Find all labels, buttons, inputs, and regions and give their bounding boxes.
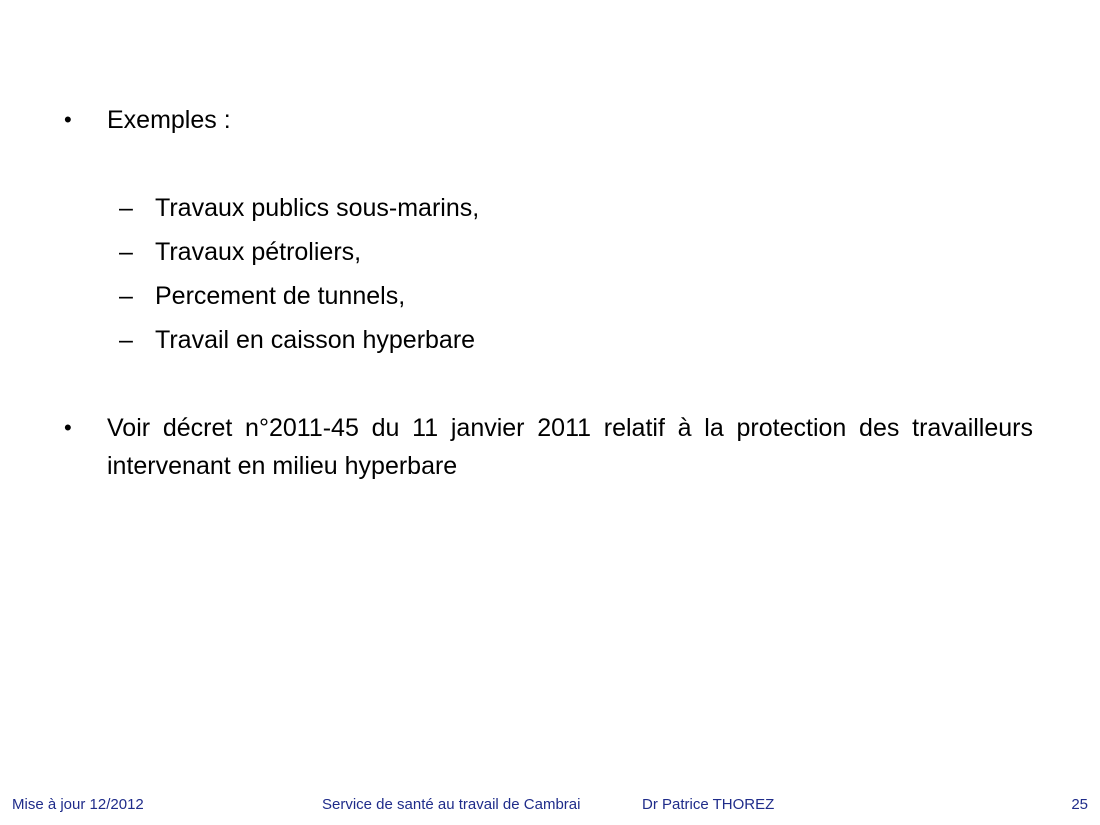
bullet-examples-text: Exemples : xyxy=(107,106,231,134)
sub-list-item xyxy=(0,277,1100,321)
slide-footer xyxy=(0,794,1100,816)
dash-icon: – xyxy=(119,326,133,354)
footer-page-number: 25 xyxy=(1071,796,1088,813)
sub-list-item-text: Travaux publics sous-marins, xyxy=(155,194,480,222)
sub-list-item-text: Percement de tunnels, xyxy=(155,282,406,310)
sub-list-item-text: Travail en caisson hyperbare xyxy=(155,326,476,354)
sub-list-item xyxy=(0,233,1100,277)
sub-list-item-text: Travaux pétroliers, xyxy=(155,238,362,266)
dash-icon: – xyxy=(119,282,133,310)
sub-list-item xyxy=(0,321,1100,365)
footer-service: Service de santé au travail de Cambrai xyxy=(322,796,581,813)
footer-date: Mise à jour 12/2012 xyxy=(12,796,144,813)
bullet-dot-icon: • xyxy=(64,415,72,440)
dash-icon: – xyxy=(119,238,133,266)
sub-list-item xyxy=(0,189,1100,233)
footer-author: Dr Patrice THOREZ xyxy=(642,796,775,813)
bullet-dot-icon: • xyxy=(64,107,72,132)
bullet-decree-text: Voir décret n°2011-45 du 11 janvier 2011 relatif à la protection des travailleurs intervenant en milieu hyperbare xyxy=(107,414,1033,480)
dash-icon: – xyxy=(119,194,133,222)
